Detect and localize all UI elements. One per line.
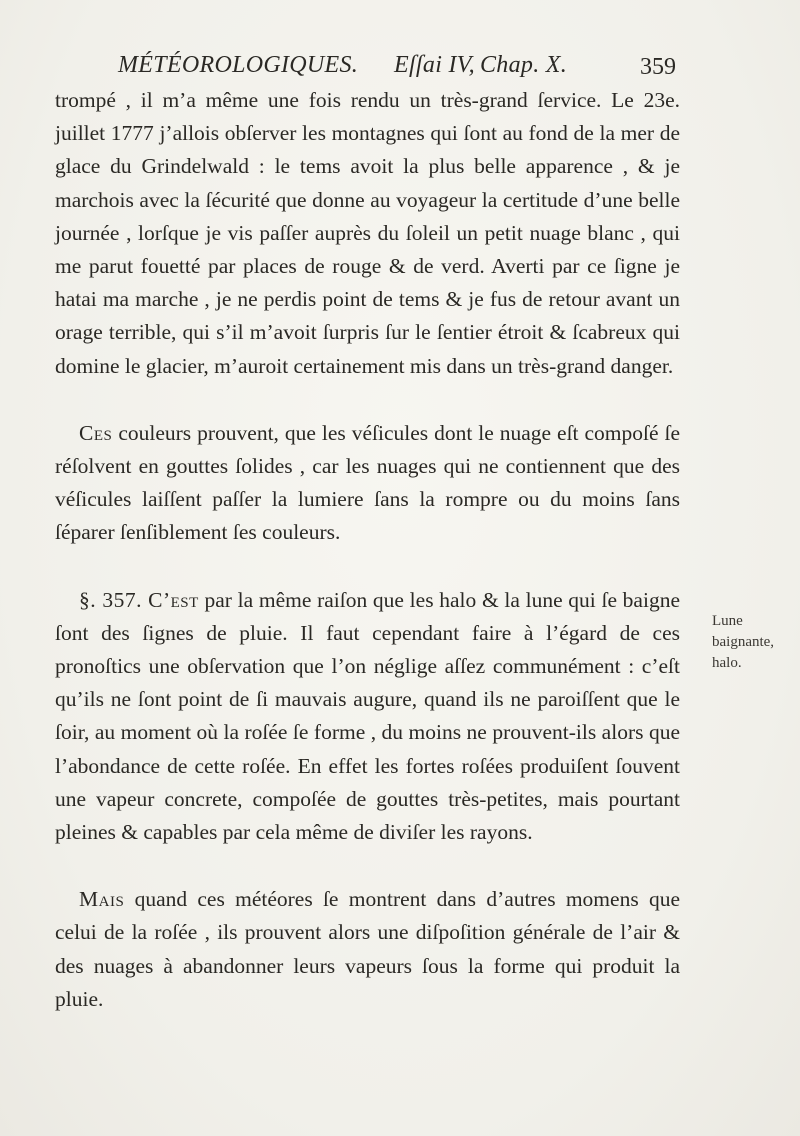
paragraph-3-text: par la même raiſon que les halo & la lune qui ſe baigne ſont des ſignes de pluie. Il faut cependant faire à l’égard de ces pronoſtics une obſervation que l’on néglige aſſez communément : c’eſt qu’ils ne ſont point de ſi mauvais augure, quand ils ne paroiſſent que le ſoir, au moment où la roſée ſe forme , du moins ne prouvent-ils alors que l’abondance de cette roſée. En effet les fortes roſées produiſent ſouvent une vapeur concrete, compoſée de gouttes très-petites, mais pourtant pleines & capables par cela même de diviſer les rayons. xyxy=(55,587,680,845)
paragraph-1-text: trompé , il m’a même une fois rendu un très-grand ſervice. Le 23e. juillet 1777 j’allois obſerver les montagnes qui ſont au fond de la mer de glace du Grindelwald : le tems avoit la plus belle apparence , & je marchois avec la ſécurité que donne au voyageur la certitude d’une belle journée , lorſque je vis paſſer auprès du ſoleil un petit nuage blanc , qui me parut fouetté par places de rouge & de verd. Averti par ce ſigne je hatai ma marche , je ne perdis point de tems & je fus de retour avant un orage terrible, qui s’il m’avoit ſurpris ſur le ſentier étroit & ſcabreux qui domine le glacier, m’auroit certainement mis dans un très-grand danger. xyxy=(55,88,680,378)
running-head-title: MÉTÉOROLOGIQUES. xyxy=(118,52,359,78)
paragraph-1 xyxy=(55,84,680,383)
body-text xyxy=(55,84,680,1016)
running-head xyxy=(118,52,658,88)
paragraph-4-text: quand ces météores ſe montrent dans d’autres momens que celui de la roſée , ils prouvent alors une diſpoſition générale de l’air & des nuages à abandonner leurs vapeurs ſous la forme qui produit la pluie. xyxy=(55,887,680,1011)
paragraph-2 xyxy=(55,417,680,550)
paragraph-2-lead: Ces xyxy=(79,420,113,445)
paragraph-3-lead: §. 357. C’est xyxy=(79,587,199,612)
paragraph-3 xyxy=(55,584,680,850)
running-head-essai: Eſſai IV, xyxy=(394,52,475,78)
paragraph-2-text: couleurs prouvent, que les véſicules dont le nuage eſt compoſé ſe réſolvent en gouttes ſolides , car les nuages qui ne contiennent que des véſicules laiſſent paſſer la lumiere ſans la rompre ou du moins ſans ſéparer ſenſiblement ſes couleurs. xyxy=(55,420,680,545)
page-number: 359 xyxy=(640,54,676,80)
paragraph-4-lead: Mais xyxy=(79,887,125,912)
paragraph-4 xyxy=(55,883,680,1016)
margin-note: Lune baignante, halo. xyxy=(712,613,775,671)
running-head-chapter: Chap. X. xyxy=(480,52,568,78)
